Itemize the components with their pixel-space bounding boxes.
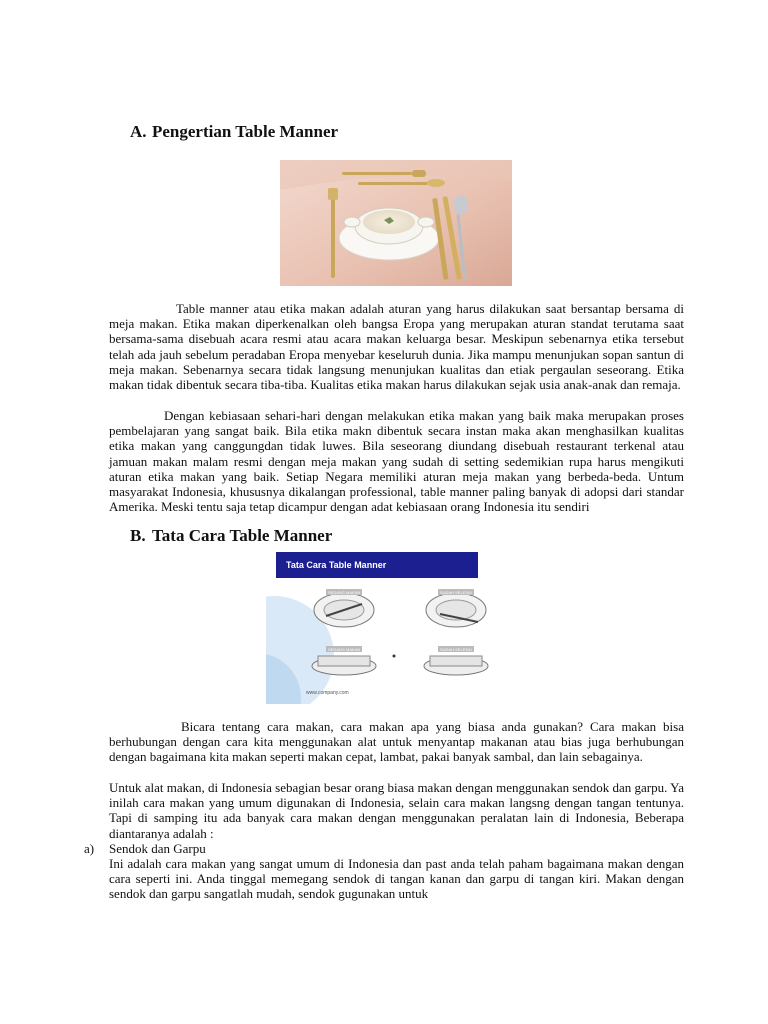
slide-label-4: SUDAH SELESAI [440,647,472,652]
section-a-letter: A. [130,122,147,141]
section-b-paragraph-1: Bicara tentang cara makan, cara makan apa yang biasa anda gunakan? Cara makan bisa berhubungan dengan cara kita menggunakan alat untuk menyantap makanan atau bias juga berhubungan dengan bagaimana kita makan seperti makan cepat, lambat, pakai banyak sambal, dan lain sebagainya. [109,719,684,765]
list-marker-a: a) [84,841,95,856]
list-item-title: Sendok dan Garpu [109,841,206,856]
section-a-title: Pengertian Table Manner [152,122,339,141]
section-a-paragraph-1: Table manner atau etika makan adalah aturan yang harus dilakukan saat bersantap bersama di meja makan. Etika makan diperkenalkan oleh bangsa Eropa yang merupakan aturan standat terutama saat bersama-sama disebuah acara resmi atau acara makan keluarga besar. Meskipun sebenarnya etika tersebut telah ada jauh sebelum peradaban Eropa menyebar keseluruh dunia. Jika mampu menunjukan sopan santun di meja makan. Sebenarnya secara tidak langsung menunjukan kualitas dan etiak pergaulan seseorang. Etika makan tidak dibentuk secara tiba-tiba. Kualitas etika makan harus dilakukan sejak usia anak-anak dan remaja. [109,301,684,393]
slide-label-2: SUDAH SELESAI [440,590,472,595]
table-setting-photo [280,160,512,286]
section-b-heading [130,526,332,546]
section-a-heading [130,122,338,142]
table-manner-slide [266,548,524,704]
slide-label-1: SEDANG MAKAN [328,590,361,595]
section-a-paragraph-2: Dengan kebiasaan sehari-hari dengan melakukan etika makan yang baik maka merupakan proses pembelajaran yang sangat baik. Bila etika makn dibentuk secara instan maka akan menghasilkan kualitas etika makan yang canggungdan tidak luwes. Bila seseorang diundang disebuah restaurant terkenal atau jamuan makan malam resmi dengan meja makan yang sudah di setting sedemikian rupa harus mengikuti aturan etika makan yang baik. Setiap Negara memiliki aturan meja makan yang berbeda-beda. Untum masyarakat Indonesia, khususnya dikalangan professional, table manner paling banyak di adopsi dari standar Amerika. Meski tentu saja tetap dicampur dengan adat kebiasaan orang Indonesia itu sendiri [109,408,684,515]
slide-label-3: SEDANG MAKAN [328,647,361,652]
slide-footer: www.company.com [306,690,349,696]
slide-title: Tata Cara Table Manner [286,560,387,570]
section-b-paragraph-2: Untuk alat makan, di Indonesia sebagian besar orang biasa makan dengan menggunakan sendok dan garpu. Ya inilah cara makan yang umum digunakan di Indonesia, selain cara makan langsng dengan tangan tentunya. Tapi di samping itu ada banyak cara makan dengan menggunakan peralatan lain di Indonesia, Beberapa diantaranya adalah : [109,780,684,841]
section-b-paragraph-3: Ini adalah cara makan yang sangat umum di Indonesia dan past anda telah paham bagaimana makan dengan cara seperti ini. Anda tinggal memegang sendok di tangan kanan dan garpu di tangan kiri. Makan dengan sendok dan garpu sangatlah mudah, sendok gugunakan untuk [109,856,684,902]
section-b-title: Tata Cara Table Manner [152,526,333,545]
section-b-letter: B. [130,526,146,545]
